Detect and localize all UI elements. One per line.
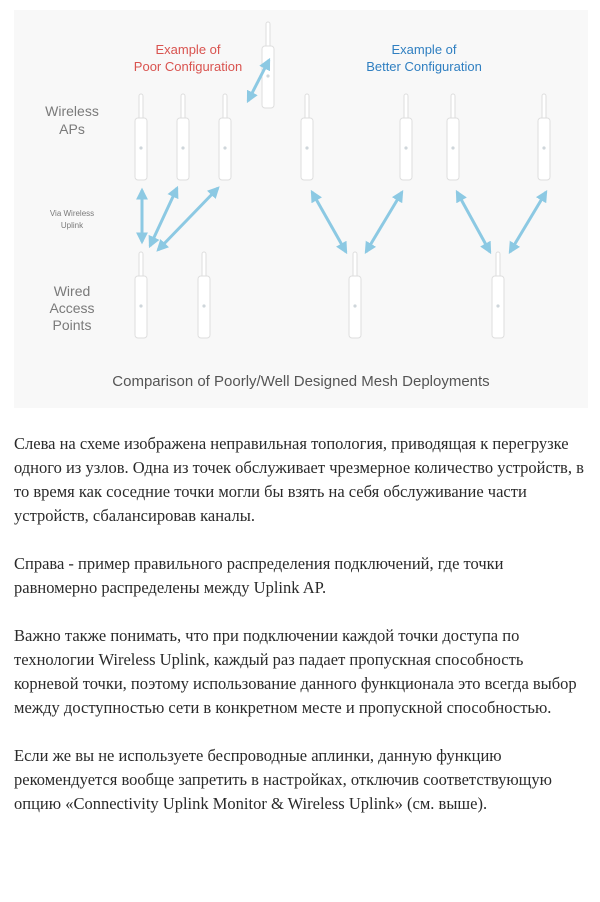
ap-poor-wired-1 xyxy=(135,252,147,338)
arrow-better-3 xyxy=(457,192,490,252)
label-via-line2: Uplink xyxy=(60,221,84,230)
ap-poor-wireless-3 xyxy=(219,94,231,180)
heading-poor-line2: Poor Configuration xyxy=(133,59,243,74)
article-body xyxy=(14,432,588,840)
label-via-line1: Via Wireless xyxy=(49,209,95,218)
arrow-better-4 xyxy=(510,192,546,252)
ap-poor-wireless-2 xyxy=(177,94,189,180)
ap-poor-wired-2 xyxy=(198,252,210,338)
ap-better-wired-1 xyxy=(349,252,361,338)
label-wireless-line2: APs xyxy=(59,121,85,137)
arrow-poor-3 xyxy=(158,188,218,250)
label-wireless-line1: Wireless xyxy=(45,103,99,119)
ap-better-wireless-3 xyxy=(447,94,459,180)
ap-better-wireless-2 xyxy=(400,94,412,180)
paragraph-4: Если же вы не используете беспроводные аплинки, данную функцию рекомендуется вообще запретить в настройках, отключив соответствующую опцию «Connectivity Uplink Monitor & Wireless Uplink» (см. выше). xyxy=(14,746,552,813)
ap-better-wired-2 xyxy=(492,252,504,338)
paragraph-2: Справа - пример правильного распределения подключений, где точки равномерно распределены между Uplink AP. xyxy=(14,554,504,597)
arrow-poor-2 xyxy=(150,188,177,246)
arrow-better-1 xyxy=(312,192,346,252)
mesh-diagram xyxy=(14,10,588,408)
mesh-diagram-svg xyxy=(14,10,588,408)
ap-better-wireless-4 xyxy=(538,94,550,180)
arrow-better-2 xyxy=(366,192,402,252)
label-wired-line2: Access xyxy=(49,300,95,316)
heading-better-line2: Better Configuration xyxy=(366,59,482,74)
heading-poor-line1: Example of xyxy=(155,42,221,57)
paragraph-1: Слева на схеме изображена неправильная топология, приводящая к перегрузке одного из узлов. Одна из точек обслуживает чрезмерное количество устройств, в то время как соседние точки могли бы взять на себя обслуживание части устройств, сбалансировав каналы. xyxy=(14,434,584,525)
heading-better-line1: Example of xyxy=(391,42,457,57)
paragraph-3: Важно также понимать, что при подключении каждой точки доступа по технологии Wireless Uplink, каждый раз падает пропускная способность корневой точки, поэтому использование данного функционала это всегда выбор между доступностью сети в конкретном месте и пропускной способностью. xyxy=(14,626,577,717)
label-wired-line3: Points xyxy=(52,317,92,333)
label-wired-line1: Wired xyxy=(53,283,91,299)
ap-better-wireless-1 xyxy=(301,94,313,180)
ap-poor-wireless-1 xyxy=(135,94,147,180)
figure-caption: Comparison of Poorly/Well Designed Mesh Deployments xyxy=(112,373,490,390)
